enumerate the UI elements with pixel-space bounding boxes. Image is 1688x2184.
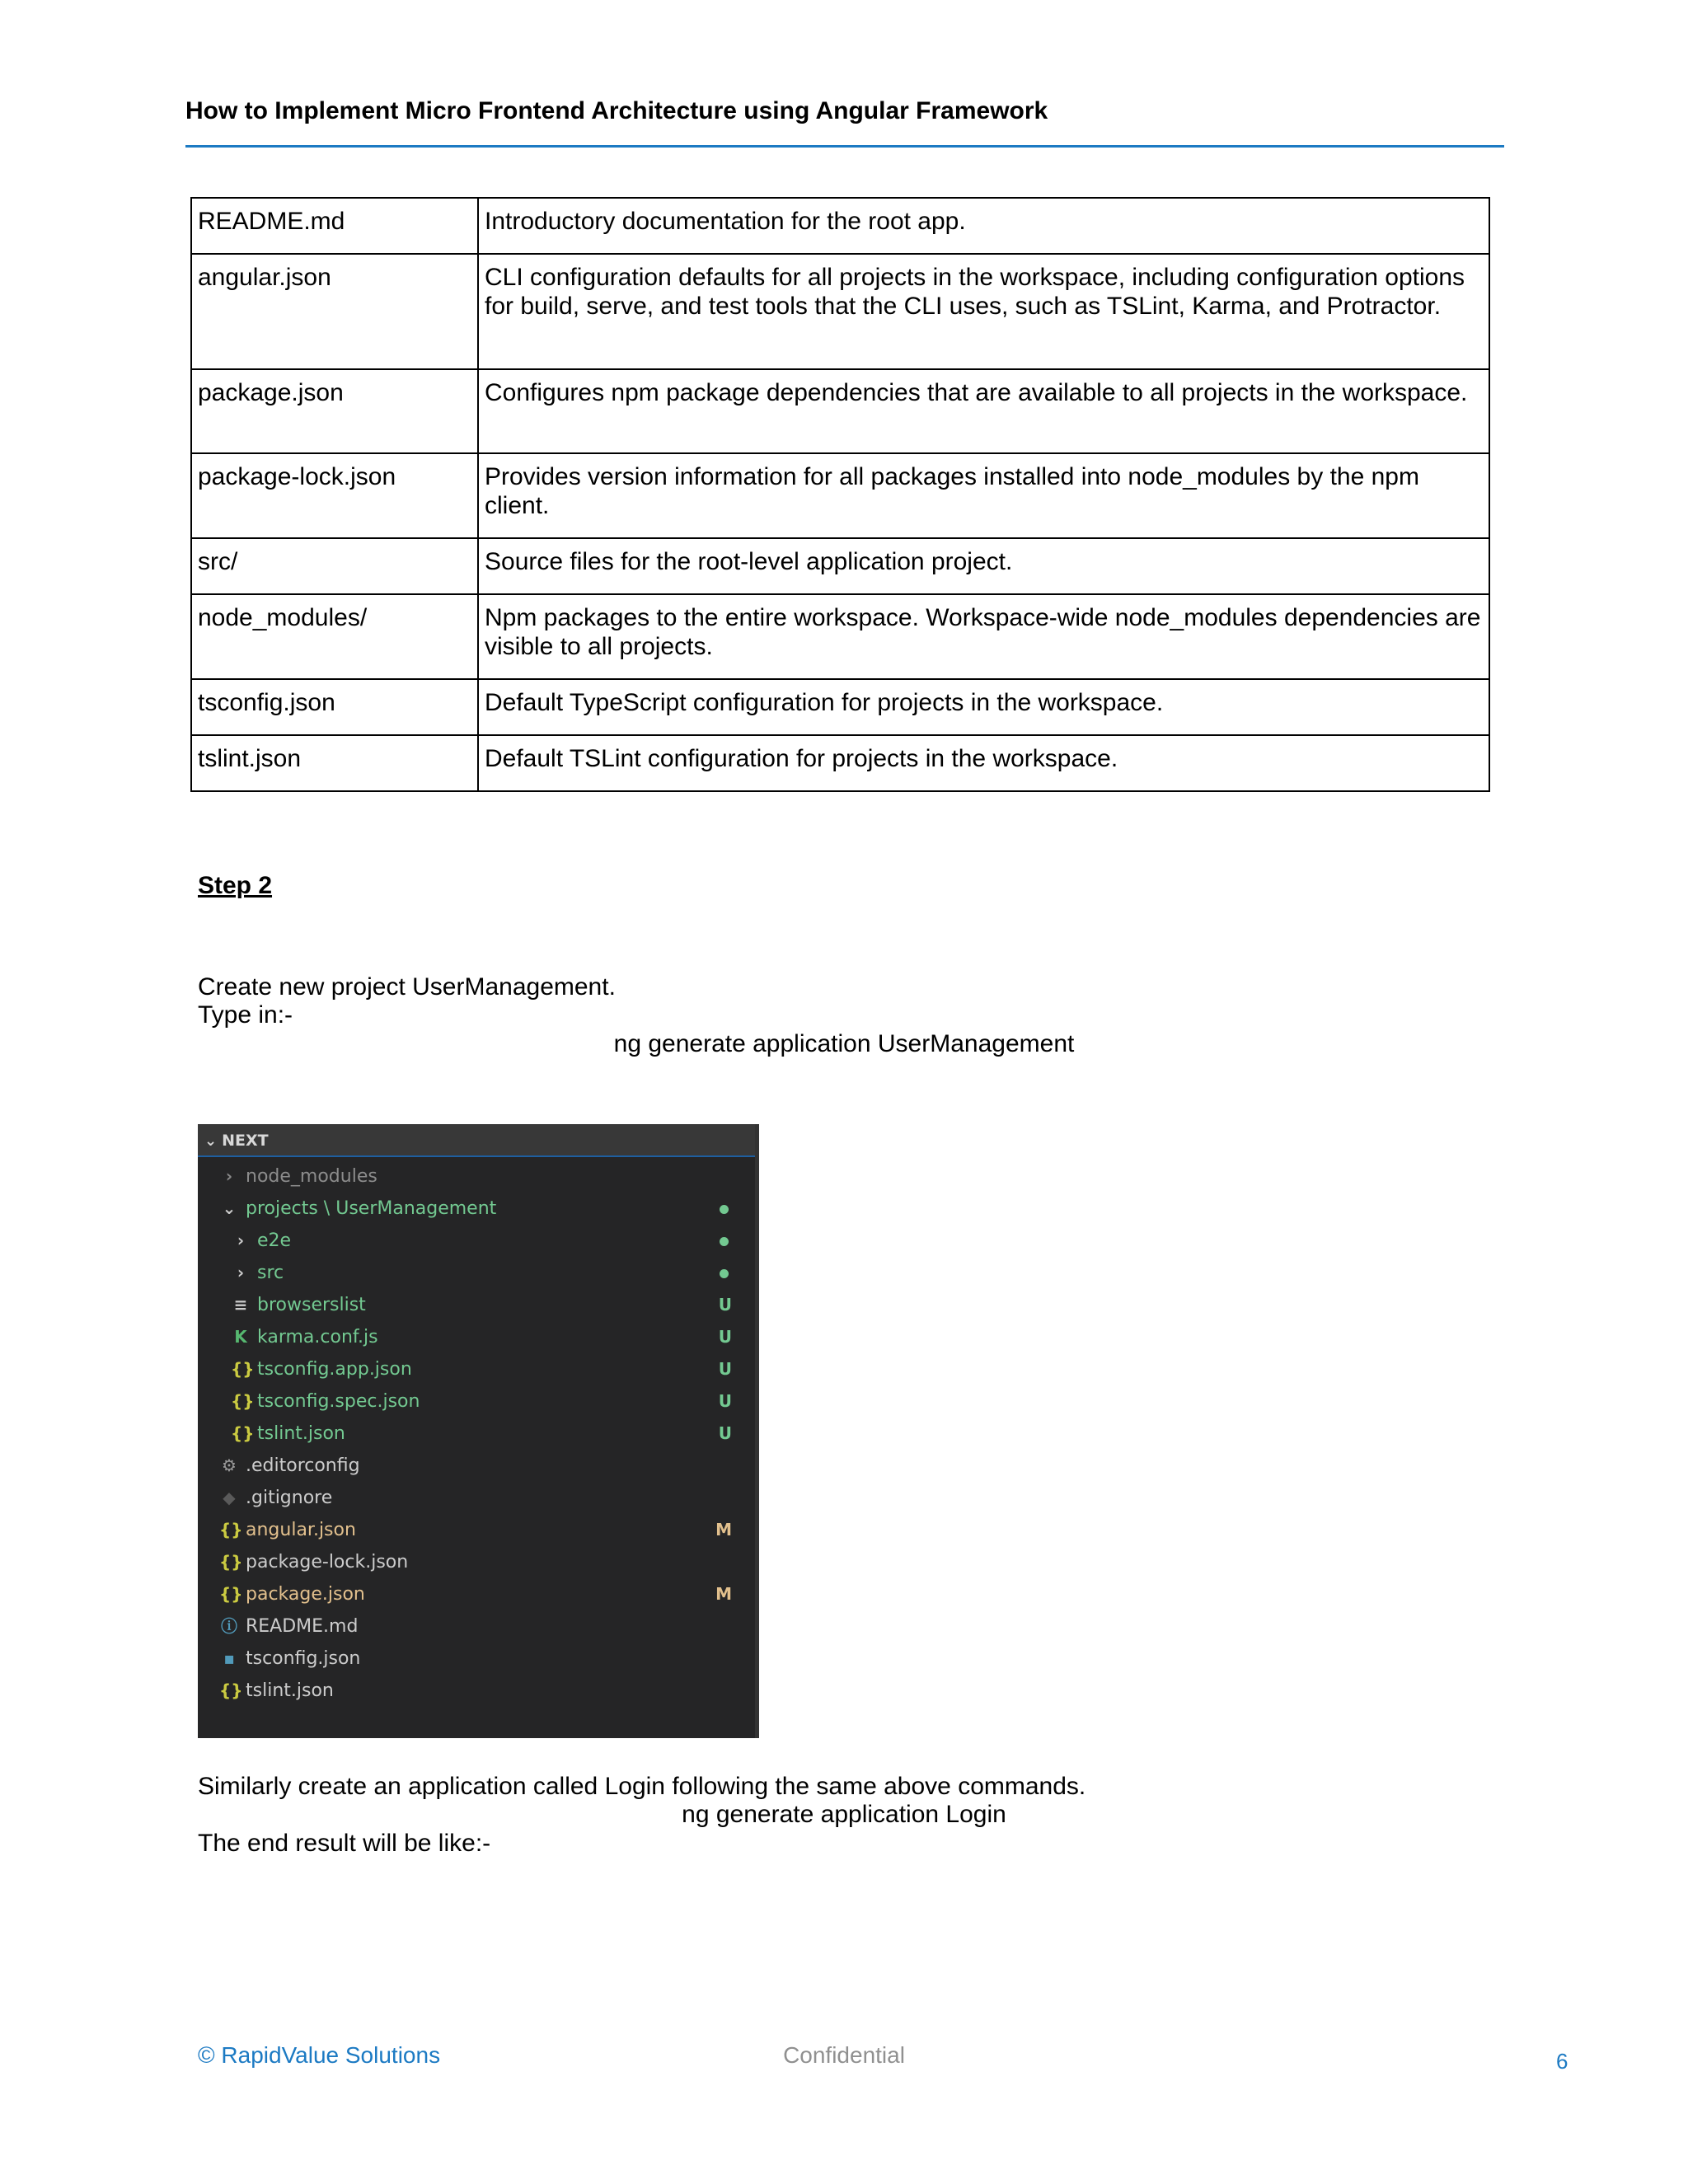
- table-row: [191, 594, 1489, 679]
- explorer-item-label: .editorconfig: [246, 1455, 360, 1476]
- explorer-item[interactable]: [198, 1225, 755, 1257]
- footer-copyright: © RapidValue Solutions: [198, 2042, 441, 2068]
- explorer-item[interactable]: [198, 1450, 755, 1482]
- git-status-badge: U: [718, 1423, 732, 1443]
- json-braces-icon: {}: [219, 1520, 243, 1540]
- explorer-item[interactable]: [198, 1675, 755, 1707]
- footer-confidential: Confidential: [783, 2042, 905, 2068]
- explorer-item-label: tslint.json: [246, 1680, 334, 1701]
- file-description-cell: Introductory documentation for the root app.: [478, 198, 1489, 254]
- file-name-cell: angular.json: [191, 254, 478, 369]
- git-status-badge: U: [718, 1359, 732, 1379]
- file-name-cell: package.json: [191, 369, 478, 453]
- similarly-text: Similarly create an application called Login following the same above commands.: [198, 1773, 1086, 1800]
- file-name-cell: README.md: [191, 198, 478, 254]
- explorer-header[interactable]: [198, 1124, 755, 1157]
- table-row: [191, 198, 1489, 254]
- explorer-item-label: tsconfig.spec.json: [257, 1391, 420, 1412]
- explorer-item[interactable]: [198, 1610, 755, 1643]
- git-status-dot: [720, 1269, 729, 1278]
- typescript-icon: ▪: [223, 1648, 235, 1668]
- json-braces-icon: {}: [231, 1391, 255, 1411]
- explorer-item[interactable]: [198, 1546, 755, 1578]
- git-status-badge: M: [715, 1584, 732, 1604]
- command-text: ng generate application UserManagement: [613, 1030, 1075, 1057]
- file-description-cell: Default TypeScript configuration for projects in the workspace.: [478, 679, 1489, 735]
- explorer-item-label: package.json: [246, 1584, 365, 1605]
- chevron-down-icon: ⌄: [222, 1198, 237, 1218]
- explorer-item[interactable]: [198, 1643, 755, 1675]
- explorer-item-label: browserslist: [257, 1295, 366, 1315]
- json-braces-icon: {}: [231, 1359, 255, 1379]
- file-name-cell: tslint.json: [191, 735, 478, 791]
- workspace-files-table: [190, 197, 1490, 792]
- table-row: [191, 735, 1489, 791]
- git-status-badge: M: [715, 1520, 732, 1540]
- explorer-item[interactable]: [198, 1385, 755, 1418]
- explorer-item[interactable]: [198, 1578, 755, 1610]
- explorer-item-label: tslint.json: [257, 1423, 345, 1444]
- json-braces-icon: {}: [219, 1552, 243, 1572]
- explorer-item[interactable]: [198, 1418, 755, 1450]
- instruction-text: Create new project UserManagement.: [198, 973, 616, 1001]
- page-number: 6: [1556, 2049, 1568, 2074]
- explorer-item-label: node_modules: [246, 1166, 377, 1187]
- chevron-right-icon: ›: [225, 1166, 233, 1186]
- chevron-down-icon: ⌄: [204, 1132, 218, 1150]
- header-divider: [185, 145, 1504, 148]
- table-row: [191, 254, 1489, 369]
- table-body: [191, 198, 1489, 791]
- git-status-badge: U: [718, 1391, 732, 1411]
- explorer-item[interactable]: [198, 1353, 755, 1385]
- end-result-text: The end result will be like:-: [198, 1830, 491, 1857]
- explorer-title: NEXT: [222, 1132, 269, 1150]
- explorer-item-label: tsconfig.app.json: [257, 1359, 412, 1380]
- file-name-cell: node_modules/: [191, 594, 478, 679]
- table-row: [191, 538, 1489, 594]
- explorer-item-label: projects \ UserManagement: [246, 1198, 497, 1219]
- explorer-item-label: package-lock.json: [246, 1552, 409, 1572]
- explorer-item-label: e2e: [257, 1230, 292, 1251]
- explorer-item-label: README.md: [246, 1616, 359, 1637]
- git-status-badge: U: [718, 1327, 732, 1347]
- lines-icon: ≡: [233, 1295, 248, 1315]
- explorer-item-label: angular.json: [246, 1520, 356, 1540]
- file-name-cell: package-lock.json: [191, 453, 478, 538]
- type-in-text: Type in:-: [198, 1001, 293, 1029]
- file-description-cell: Configures npm package dependencies that are available to all projects in the workspace.: [478, 369, 1489, 453]
- git-status-dot: [720, 1205, 729, 1214]
- explorer-item-label: karma.conf.js: [257, 1327, 378, 1347]
- info-icon: ⓘ: [221, 1616, 237, 1636]
- command-text-login: ng generate application Login: [682, 1801, 1006, 1828]
- file-name-cell: src/: [191, 538, 478, 594]
- file-description-cell: Provides version information for all packages installed into node_modules by the npm client.: [478, 453, 1489, 538]
- explorer-item[interactable]: [198, 1321, 755, 1353]
- file-description-cell: Default TSLint configuration for projects in the workspace.: [478, 735, 1489, 791]
- karma-icon: K: [234, 1327, 247, 1347]
- table-row: [191, 369, 1489, 453]
- json-braces-icon: {}: [231, 1423, 255, 1443]
- explorer-item[interactable]: [198, 1257, 755, 1289]
- json-braces-icon: {}: [219, 1584, 243, 1604]
- table-row: [191, 679, 1489, 735]
- explorer-item-label: .gitignore: [246, 1488, 333, 1508]
- explorer-item[interactable]: [198, 1289, 755, 1321]
- page-header-title: How to Implement Micro Frontend Architecture using Angular Framework: [185, 97, 1048, 124]
- git-status-dot: [720, 1237, 729, 1246]
- table-row: [191, 453, 1489, 538]
- explorer-item-label: tsconfig.json: [246, 1648, 361, 1669]
- step-heading: Step 2: [198, 872, 273, 899]
- file-description-cell: Npm packages to the entire workspace. Workspace-wide node_modules dependencies are visible to all projects.: [478, 594, 1489, 679]
- file-explorer-screenshot: [198, 1124, 759, 1738]
- chevron-right-icon: ›: [237, 1230, 245, 1250]
- explorer-item[interactable]: [198, 1514, 755, 1546]
- explorer-item[interactable]: [198, 1193, 755, 1225]
- explorer-item[interactable]: [198, 1160, 755, 1193]
- json-braces-icon: {}: [219, 1680, 243, 1700]
- explorer-item-label: src: [257, 1263, 284, 1283]
- file-description-cell: Source files for the root-level application project.: [478, 538, 1489, 594]
- explorer-item[interactable]: [198, 1482, 755, 1514]
- git-icon: ◆: [223, 1488, 236, 1507]
- file-description-cell: CLI configuration defaults for all projects in the workspace, including configuration options for build, serve, and test tools that the CLI uses, such as TSLint, Karma, and Protractor.: [478, 254, 1489, 369]
- chevron-right-icon: ›: [237, 1263, 245, 1282]
- git-status-badge: U: [718, 1295, 732, 1315]
- file-name-cell: tsconfig.json: [191, 679, 478, 735]
- gear-icon: ⚙: [222, 1455, 237, 1475]
